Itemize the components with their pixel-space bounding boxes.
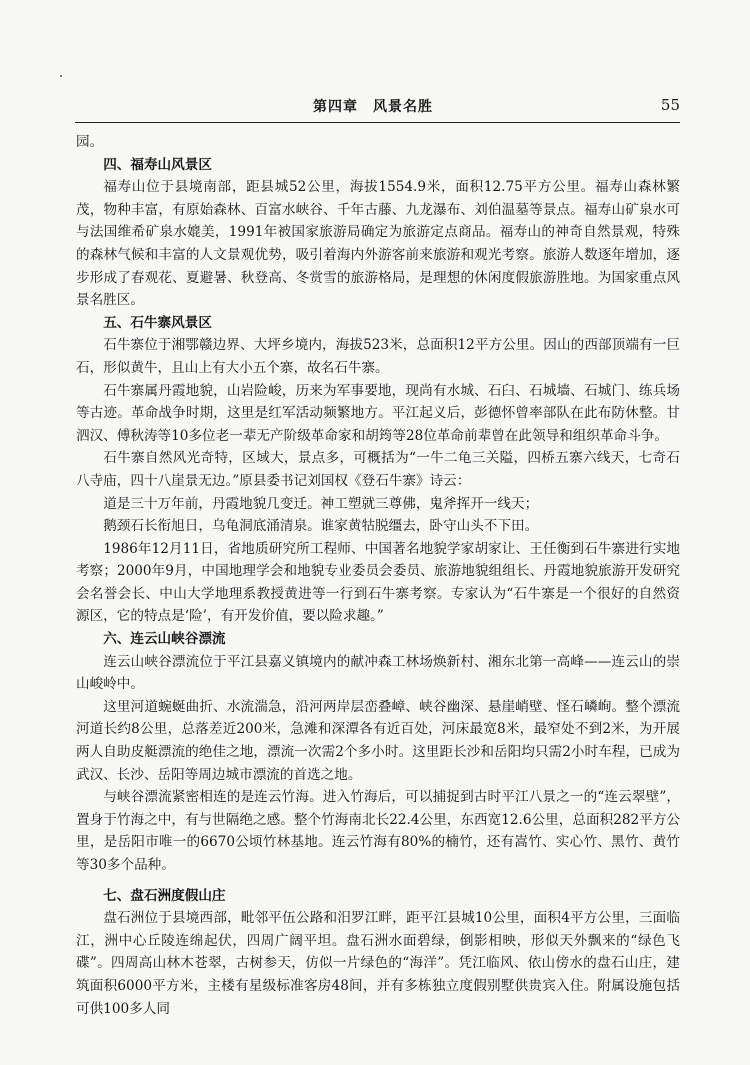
paragraph: 盘石洲位于县境西部，毗邻平伍公路和汨罗江畔，距平江县城10公里，面积4平方公里，三面临江，洲中心丘陵连绵起伏，四周广阔平坦。盘石洲水面碧绿，倒影相映，形似天外飘来的“绿色飞碟”。四周高山林木苍翠，古树参天，仿似一片绿色的“海洋”。凭江临风、依山傍水的盘石山庄，建筑面积6000平方米，主楼有星级标准客房48间，并有多栋独立度假别墅供贵宾入住。附属设施包括可供100多人同: [76, 910, 680, 1017]
chapter-title: 第四章 风景名胜: [313, 99, 433, 115]
scan-speck: [60, 75, 62, 77]
paragraph: 福寿山位于县境南部，距县城52公里，海拔1554.9米，面积12.75平方公里。福寿山森林繁茂，物种丰富，有原始森林、百富水峡谷、千年古藤、九龙瀑布、刘伯温墓等景点。福寿山矿泉水可与法国维希矿泉水媲美，1991年被国家旅游局确定为旅游定点商品。福寿山的神奇自然景观，特殊的森林气候和丰富的人文景观优势，吸引着海内外游客前来旅游和观光考察。旅游人数逐年增加，逐步形成了春观花、夏避暑、秋登高、冬赏雪的旅游格局，是理想的休闲度假旅游胜地。为国家重点风景名胜区。: [76, 179, 680, 309]
poem-line: 鹅颈石长衔旭日，乌龟洞底涌清泉。谁家黄牯脱缰去，卧守山头不下田。: [103, 518, 539, 535]
paragraph: 与峡谷漂流紧密相连的是连云竹海。进入竹海后，可以捕捉到古时平江八景之一的“连云翠壁”，置身于竹海之中，有与世隔绝之感。整个竹海南北长22.4公里，东西宽12.6公里，总面积282平方公里，是岳阳市唯一的6670公顷竹林基地。连云竹海有80%的楠竹，还有嵩竹、实心竹、黑竹、黄竹等30多个品种。: [76, 789, 680, 873]
section-heading-fushoushan: 四、福寿山风景区: [103, 156, 212, 173]
paragraph: 石牛寨属丹霞地貌，山岩险峻，历来为军事要地，现尚有水城、石臼、石城墙、石城门、练兵场等古迹。革命战争时期，这里是红军活动频繁地方。平江起义后，彭德怀曾率部队在此布防休整。甘泗汉、傅秋涛等10多位老一辈无产阶级革命家和胡筠等28位革命前辈曾在此领导和组织革命斗争。: [76, 382, 680, 444]
paragraph: 石牛寨自然风光奇特，区域大，景点多，可概括为“一牛二龟三关隘，四桥五寨六线天，七奇石八寺庙，四十八崖景无边。”原县委书记刘国权《登石牛寨》诗云：: [76, 450, 680, 489]
running-header: [75, 96, 680, 120]
paragraph-continued: 园。: [76, 134, 104, 150]
paragraph: 1986年12月11日，省地质研究所工程师、中国著名地貌学家胡家让、王任衡到石牛寨进行实地考察；2000年9月，中国地理学会和地貌专业委员会委员、旅游地貌组组长、丹霞地貌旅游开发研究会名誉会长、中山大学地理系教授黄进等一行到石牛寨考察。专家认为“石牛寨是一个很好的自然资源区，它的特点是‘险’，有开发价值，要以险求趣。”: [76, 540, 680, 625]
page-body: [76, 131, 680, 1020]
section-heading-shiniuzhai: 五、石牛寨风景区: [103, 314, 212, 331]
section-heading-lianyunshan: 六、连云山峡谷漂流: [103, 631, 226, 648]
page-number: 55: [660, 96, 680, 114]
paragraph: 这里河道蜿蜒曲折、水流湍急，沿河两岸层峦叠嶂、峡谷幽深、悬崖峭壁、怪石嶙峋。整个漂流河道长约8公里，总落差近200米，急滩和深潭各有近百处，河床最宽8米，最窄处不到2米，为开展两人自助皮艇漂流的绝佳之地，漂流一次需2个多小时。这里距长沙和岳阳均只需2小时车程，已成为武汉、长沙、岳阳等周边城市漂流的首选之地。: [76, 698, 680, 783]
section-heading-panshizhou: 七、盘石洲度假山庄: [103, 887, 226, 904]
paragraph: 连云山峡谷漂流位于平江县嘉义镇境内的献冲森工林场焕新村、湘东北第一高峰——连云山的崇山峻岭中。: [76, 653, 680, 693]
poem-line: 道是三十万年前，丹霞地貌几变迁。神工塑就三尊佛，鬼斧挥开一线天；: [103, 495, 539, 512]
header-rule: [75, 122, 680, 123]
paragraph: 石牛寨位于湘鄂赣边界、大坪乡境内，海拔523米，总面积12平方公里。因山的西部顶端有一巨石，形似黄牛，且山上有大小五个寨，故名石牛寨。: [76, 337, 680, 376]
